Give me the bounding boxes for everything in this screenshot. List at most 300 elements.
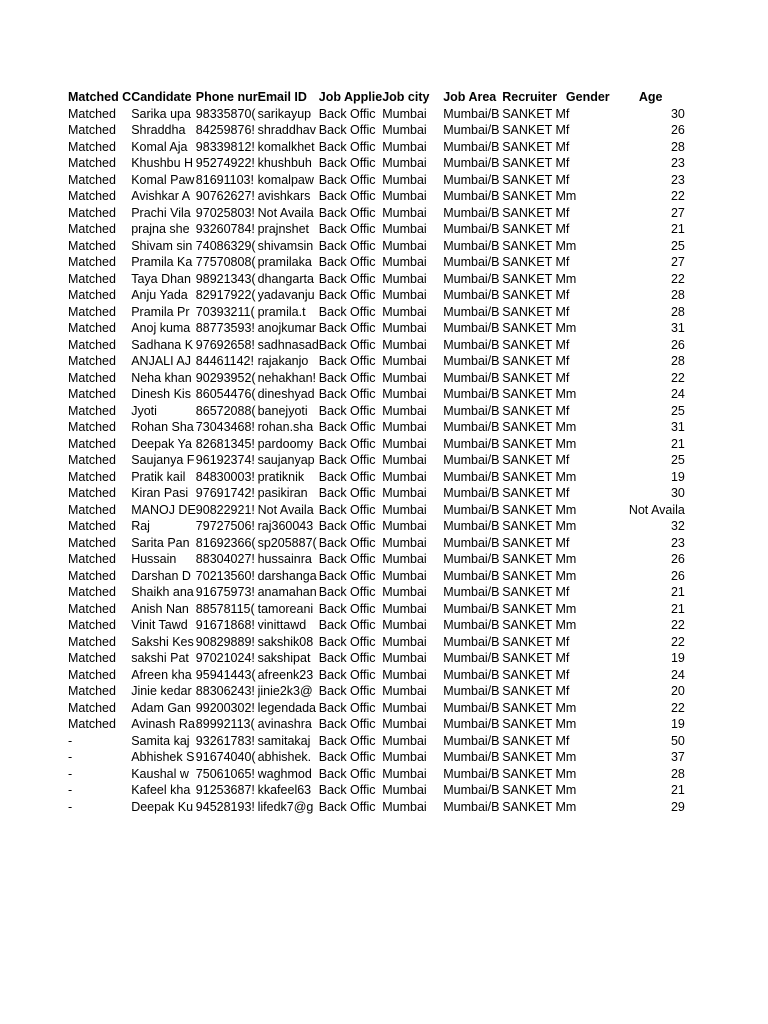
email-cell: banejyoti	[257, 403, 308, 418]
recruiter-cell: SANKET M	[502, 271, 566, 286]
match-cell: Matched	[68, 337, 116, 352]
candidate-cell: Darshan D	[131, 568, 191, 583]
phone-cell: 99200302!	[195, 700, 255, 715]
phone-cell: 97021024!	[195, 651, 255, 665]
recruiter-cell: SANKET M	[502, 436, 566, 451]
candidate-cell: sakshi Pat	[131, 651, 189, 665]
gender-cell: m	[565, 519, 577, 533]
age-cell: 23	[670, 156, 685, 170]
match-cell: -	[68, 783, 73, 797]
match-cell: Matched	[68, 172, 116, 187]
job-city-cell: Mumbai	[382, 403, 427, 418]
recruiter-cell: SANKET M	[502, 634, 566, 649]
job-area-cell: Mumbai/B	[443, 222, 500, 236]
job-applied-cell: Back Offic	[318, 271, 376, 286]
email-cell: dhangarta	[257, 271, 314, 286]
gender-cell: f	[565, 370, 570, 385]
email-cell: jinie2k3@	[257, 684, 313, 698]
table-row	[68, 188, 685, 205]
job-city-cell: Mumbai	[382, 288, 427, 302]
age-cell: 28	[670, 354, 685, 368]
gender-cell: f	[565, 222, 570, 236]
job-applied-cell: Back Offic	[318, 634, 376, 649]
job-area-cell: Mumbai/B	[443, 205, 500, 220]
recruiter-cell: SANKET M	[502, 156, 566, 170]
candidate-cell: Deepak Ku	[131, 799, 194, 814]
email-cell: samitakaj	[257, 733, 311, 748]
job-area-cell: Mumbai/B	[443, 370, 500, 385]
job-area-cell: Mumbai/B	[443, 321, 500, 335]
age-cell: 37	[670, 750, 685, 764]
match-cell: Matched	[68, 354, 116, 368]
age-cell: 25	[670, 238, 685, 253]
age-cell: 22	[670, 370, 685, 385]
job-applied-cell: Back Offic	[318, 618, 376, 632]
job-applied-cell: Back Offic	[318, 205, 376, 220]
email-cell: prajnshet	[257, 222, 310, 236]
recruiter-cell: SANKET M	[502, 535, 566, 550]
email-cell: anamahan	[257, 585, 317, 599]
header-row	[68, 89, 685, 106]
age-cell: 26	[670, 123, 685, 137]
table-row	[68, 601, 685, 618]
age-cell: 22	[670, 700, 685, 715]
age-cell: 30	[670, 106, 685, 121]
age-cell: 24	[670, 387, 685, 401]
age-cell: 19	[670, 717, 685, 731]
candidate-cell: Abhishek S	[131, 750, 195, 764]
gender-cell: f	[565, 733, 570, 748]
candidate-cell: Khushbu H	[131, 156, 194, 170]
email-cell: sakshipat	[257, 651, 311, 665]
job-applied-cell: Back Offic	[318, 420, 376, 434]
recruiter-cell: SANKET M	[502, 766, 566, 781]
phone-cell: 97692658!	[195, 337, 255, 352]
email-cell: anojkumar	[257, 321, 316, 335]
age-cell: 21	[670, 601, 685, 616]
header-email: Email ID	[257, 90, 307, 104]
candidate-cell: Pramila Ka	[131, 255, 193, 269]
table-row	[68, 766, 685, 783]
job-area-cell: Mumbai/B	[443, 106, 500, 121]
age-cell: 26	[670, 337, 685, 352]
job-area-cell: Mumbai/B	[443, 568, 500, 583]
email-cell: khushbuh	[257, 156, 312, 170]
job-area-cell: Mumbai/B	[443, 535, 500, 550]
gender-cell: f	[565, 403, 570, 418]
recruiter-cell: SANKET M	[502, 750, 566, 764]
header-matched: Matched C	[68, 90, 132, 104]
email-cell: shraddhav	[257, 123, 316, 137]
job-city-cell: Mumbai	[382, 222, 427, 236]
phone-cell: 93260784!	[195, 222, 255, 236]
recruiter-cell: SANKET M	[502, 222, 566, 236]
recruiter-cell: SANKET M	[502, 519, 566, 533]
candidate-cell: Taya Dhan	[131, 271, 191, 286]
email-cell: legendada	[257, 700, 317, 715]
job-area-cell: Mumbai/B	[443, 139, 500, 154]
recruiter-cell: SANKET M	[502, 700, 566, 715]
job-applied-cell: Back Offic	[318, 387, 376, 401]
job-area-cell: Mumbai/B	[443, 799, 500, 814]
match-cell: -	[68, 750, 73, 764]
table-row	[68, 799, 685, 816]
job-area-cell: Mumbai/B	[443, 651, 500, 665]
job-city-cell: Mumbai	[382, 436, 427, 451]
phone-cell: 86572088(	[195, 403, 256, 418]
recruiter-cell: SANKET M	[502, 799, 566, 814]
gender-cell: m	[565, 601, 577, 616]
match-cell: Matched	[68, 156, 116, 170]
email-cell: abhishek.	[257, 750, 312, 764]
email-cell: avishkars	[257, 189, 311, 203]
job-city-cell: Mumbai	[382, 519, 427, 533]
job-applied-cell: Back Offic	[318, 552, 376, 566]
job-applied-cell: Back Offic	[318, 354, 376, 368]
age-cell: 20	[670, 684, 685, 698]
phone-cell: 79727506!	[195, 519, 255, 533]
email-cell: kkafeel63	[257, 783, 312, 797]
candidate-cell: Prachi Vila	[131, 205, 191, 220]
gender-cell: m	[565, 568, 577, 583]
table-row	[68, 106, 685, 123]
gender-cell: m	[565, 321, 577, 335]
match-cell: Matched	[68, 420, 116, 434]
candidate-cell: Vinit Tawd	[131, 618, 188, 632]
gender-cell: f	[565, 354, 570, 368]
gender-cell: m	[565, 783, 577, 797]
job-area-cell: Mumbai/B	[443, 189, 500, 203]
email-cell: pardoomy	[257, 436, 314, 451]
gender-cell: m	[565, 189, 577, 203]
table-row	[68, 551, 685, 568]
job-applied-cell: Back Offic	[318, 337, 376, 352]
phone-cell: 96192374!	[195, 453, 255, 467]
job-applied-cell: Back Offic	[318, 601, 376, 616]
age-cell: Not Availa	[628, 502, 685, 517]
candidate-cell: Jinie kedar	[131, 684, 192, 698]
job-city-cell: Mumbai	[382, 486, 427, 500]
phone-cell: 89992113(	[195, 717, 255, 731]
gender-cell: f	[565, 172, 570, 187]
candidate-cell: Deepak Ya	[131, 436, 192, 451]
phone-cell: 95274922!	[195, 156, 255, 170]
job-city-cell: Mumbai	[382, 156, 427, 170]
header-job-applied: Job Applie	[318, 90, 383, 104]
table-row	[68, 782, 685, 799]
table-row	[68, 155, 685, 172]
job-applied-cell: Back Offic	[318, 568, 376, 583]
job-applied-cell: Back Offic	[318, 766, 376, 781]
table-row	[68, 469, 685, 486]
recruiter-cell: SANKET M	[502, 189, 566, 203]
match-cell: Matched	[68, 667, 116, 682]
job-area-cell: Mumbai/B	[443, 618, 500, 632]
recruiter-cell: SANKET M	[502, 106, 566, 121]
age-cell: 19	[670, 651, 685, 665]
job-city-cell: Mumbai	[382, 667, 427, 682]
table-row	[68, 650, 685, 667]
job-applied-cell: Back Offic	[318, 403, 376, 418]
job-city-cell: Mumbai	[382, 535, 427, 550]
email-cell: waghmod	[257, 766, 312, 781]
candidate-cell: Sarita Pan	[131, 535, 190, 550]
job-applied-cell: Back Offic	[318, 519, 376, 533]
match-cell: Matched	[68, 271, 116, 286]
candidate-cell: Raj	[131, 519, 150, 533]
match-cell: Matched	[68, 552, 116, 566]
job-applied-cell: Back Offic	[318, 717, 376, 731]
job-city-cell: Mumbai	[382, 172, 427, 187]
job-applied-cell: Back Offic	[318, 288, 376, 302]
job-city-cell: Mumbai	[382, 420, 427, 434]
job-city-cell: Mumbai	[382, 568, 427, 583]
table-row	[68, 122, 685, 139]
job-area-cell: Mumbai/B	[443, 700, 500, 715]
job-city-cell: Mumbai	[382, 337, 427, 352]
job-area-cell: Mumbai/B	[443, 420, 500, 434]
match-cell: Matched	[68, 189, 116, 203]
email-cell: sakshik08	[257, 634, 314, 649]
table-row	[68, 502, 685, 519]
phone-cell: 98921343(	[195, 271, 256, 286]
gender-cell: f	[565, 453, 570, 467]
phone-cell: 86054476(	[195, 387, 256, 401]
header-job-area: Job Area	[443, 90, 497, 104]
table-row	[68, 304, 685, 321]
gender-cell: f	[565, 337, 570, 352]
age-cell: 21	[670, 436, 685, 451]
age-cell: 28	[670, 304, 685, 319]
phone-cell: 88306243!	[195, 684, 255, 698]
job-area-cell: Mumbai/B	[443, 123, 500, 137]
table-row	[68, 139, 685, 156]
age-cell: 50	[670, 733, 685, 748]
gender-cell: m	[565, 271, 577, 286]
candidate-cell: Dinesh Kis	[131, 387, 191, 401]
phone-cell: 84830003!	[195, 469, 255, 484]
candidate-cell: MANOJ DE	[131, 502, 196, 517]
job-city-cell: Mumbai	[382, 354, 427, 368]
candidate-cell: Shaikh ana	[131, 585, 194, 599]
table-row	[68, 700, 685, 717]
recruiter-cell: SANKET M	[502, 304, 566, 319]
table-row	[68, 238, 685, 255]
recruiter-cell: SANKET M	[502, 288, 566, 302]
age-cell: 21	[670, 222, 685, 236]
email-cell: yadavanju	[257, 288, 315, 302]
phone-cell: 98339812!	[195, 139, 255, 154]
job-city-cell: Mumbai	[382, 799, 427, 814]
recruiter-cell: SANKET M	[502, 354, 566, 368]
candidate-cell: Anish Nan	[131, 601, 189, 616]
match-cell: Matched	[68, 123, 116, 137]
job-area-cell: Mumbai/B	[443, 288, 500, 302]
job-applied-cell: Back Offic	[318, 585, 376, 599]
table-row	[68, 337, 685, 354]
recruiter-cell: SANKET M	[502, 618, 566, 632]
gender-cell: f	[565, 156, 570, 170]
job-area-cell: Mumbai/B	[443, 337, 500, 352]
phone-cell: 97025803!	[195, 205, 255, 220]
match-cell: Matched	[68, 601, 116, 616]
table-row	[68, 452, 685, 469]
match-cell: Matched	[68, 238, 116, 253]
email-cell: shivamsin	[257, 238, 314, 253]
phone-cell: 82917922(	[195, 288, 256, 302]
table-row	[68, 568, 685, 585]
job-area-cell: Mumbai/B	[443, 238, 500, 253]
candidate-cell: Komal Aja	[131, 139, 188, 154]
recruiter-cell: SANKET M	[502, 502, 566, 517]
age-cell: 32	[670, 519, 685, 533]
match-cell: Matched	[68, 634, 116, 649]
email-cell: pramilaka	[257, 255, 312, 269]
candidate-cell: Pramila Pr	[131, 304, 190, 319]
phone-cell: 91675973!	[195, 585, 255, 599]
job-area-cell: Mumbai/B	[443, 436, 500, 451]
table-row	[68, 205, 685, 222]
gender-cell: f	[565, 106, 570, 121]
candidate-cell: Kiran Pasi	[131, 486, 189, 500]
job-applied-cell: Back Offic	[318, 304, 376, 319]
candidate-cell: Jyoti	[131, 403, 157, 418]
candidate-cell: Komal Paw	[131, 172, 195, 187]
age-cell: 23	[670, 535, 685, 550]
match-cell: -	[68, 766, 73, 781]
match-cell: Matched	[68, 618, 116, 632]
match-cell: Matched	[68, 502, 116, 517]
job-area-cell: Mumbai/B	[443, 469, 500, 484]
match-cell: Matched	[68, 106, 116, 121]
phone-cell: 84461142!	[195, 354, 254, 368]
candidate-cell: Sarika upa	[131, 106, 191, 121]
candidate-cell: ANJALI AJ	[131, 354, 191, 368]
table-row	[68, 518, 685, 535]
email-cell: Not Availa	[257, 502, 314, 517]
gender-cell: f	[565, 651, 570, 665]
job-applied-cell: Back Offic	[318, 156, 376, 170]
gender-cell: f	[565, 255, 570, 269]
job-city-cell: Mumbai	[382, 304, 427, 319]
job-city-cell: Mumbai	[382, 139, 427, 154]
job-applied-cell: Back Offic	[318, 222, 376, 236]
gender-cell: m	[565, 387, 577, 401]
gender-cell: m	[565, 552, 577, 566]
phone-cell: 90829889!	[195, 634, 255, 649]
age-cell: 29	[670, 799, 685, 814]
job-applied-cell: Back Offic	[318, 238, 376, 253]
match-cell: Matched	[68, 321, 116, 335]
table-row	[68, 271, 685, 288]
job-city-cell: Mumbai	[382, 271, 427, 286]
candidate-cell: Saujanya F	[131, 453, 195, 467]
job-area-cell: Mumbai/B	[443, 271, 500, 286]
match-cell: -	[68, 799, 73, 814]
table-row	[68, 386, 685, 403]
job-city-cell: Mumbai	[382, 205, 427, 220]
job-applied-cell: Back Offic	[318, 667, 376, 682]
job-area-cell: Mumbai/B	[443, 304, 500, 319]
job-area-cell: Mumbai/B	[443, 486, 500, 500]
candidate-cell: Sakshi Kes	[131, 634, 194, 649]
job-city-cell: Mumbai	[382, 750, 427, 764]
phone-cell: 77570808(	[195, 255, 256, 269]
job-applied-cell: Back Offic	[318, 684, 376, 698]
email-cell: sadhnasad	[257, 337, 319, 352]
email-cell: pramila.t	[257, 304, 306, 319]
phone-cell: 88773593!	[195, 321, 255, 335]
job-city-cell: Mumbai	[382, 255, 427, 269]
recruiter-cell: SANKET M	[502, 783, 566, 797]
recruiter-cell: SANKET M	[502, 469, 566, 484]
phone-cell: 90293952(	[195, 370, 256, 385]
job-applied-cell: Back Offic	[318, 139, 376, 154]
candidate-cell: Sadhana K	[131, 337, 194, 352]
gender-cell: m	[565, 420, 577, 434]
gender-cell: f	[565, 288, 570, 302]
match-cell: Matched	[68, 205, 116, 220]
match-cell: Matched	[68, 370, 116, 385]
phone-cell: 98335870(	[195, 106, 256, 121]
candidate-cell: Kaushal w	[131, 766, 189, 781]
job-applied-cell: Back Offic	[318, 453, 376, 467]
email-cell: Not Availa	[257, 205, 314, 220]
table-body	[68, 106, 685, 816]
email-cell: lifedk7@g	[257, 799, 314, 814]
job-applied-cell: Back Offic	[318, 255, 376, 269]
job-area-cell: Mumbai/B	[443, 255, 500, 269]
age-cell: 23	[670, 172, 685, 187]
gender-cell: m	[565, 238, 577, 253]
email-cell: komalpaw	[257, 172, 314, 187]
recruiter-cell: SANKET M	[502, 552, 566, 566]
phone-cell: 95941443(	[195, 667, 256, 682]
candidate-cell: Shraddha	[131, 123, 186, 137]
gender-cell: f	[565, 304, 570, 319]
candidate-cell: Shivam sin	[131, 238, 193, 253]
table-row	[68, 221, 685, 238]
table-row	[68, 320, 685, 337]
match-cell: Matched	[68, 519, 116, 533]
job-area-cell: Mumbai/B	[443, 354, 500, 368]
age-cell: 24	[670, 667, 685, 682]
table-row	[68, 667, 685, 684]
table-row	[68, 683, 685, 700]
job-area-cell: Mumbai/B	[443, 502, 500, 517]
gender-cell: m	[565, 436, 577, 451]
email-cell: vinittawd	[257, 618, 307, 632]
job-applied-cell: Back Offic	[318, 700, 376, 715]
email-cell: raj360043	[257, 519, 314, 533]
candidate-cell: Kafeel kha	[131, 783, 191, 797]
job-city-cell: Mumbai	[382, 123, 427, 137]
job-area-cell: Mumbai/B	[443, 634, 500, 649]
table-row	[68, 353, 685, 370]
job-city-cell: Mumbai	[382, 321, 427, 335]
job-area-cell: Mumbai/B	[443, 172, 500, 187]
job-city-cell: Mumbai	[382, 585, 427, 599]
job-city-cell: Mumbai	[382, 733, 427, 748]
gender-cell: m	[565, 717, 577, 731]
recruiter-cell: SANKET M	[502, 337, 566, 352]
age-cell: 31	[670, 420, 685, 434]
job-area-cell: Mumbai/B	[443, 733, 500, 748]
phone-cell: 81692366(	[195, 535, 256, 550]
phone-cell: 70393211(	[195, 304, 255, 319]
gender-cell: f	[565, 139, 570, 154]
age-cell: 22	[670, 189, 685, 203]
